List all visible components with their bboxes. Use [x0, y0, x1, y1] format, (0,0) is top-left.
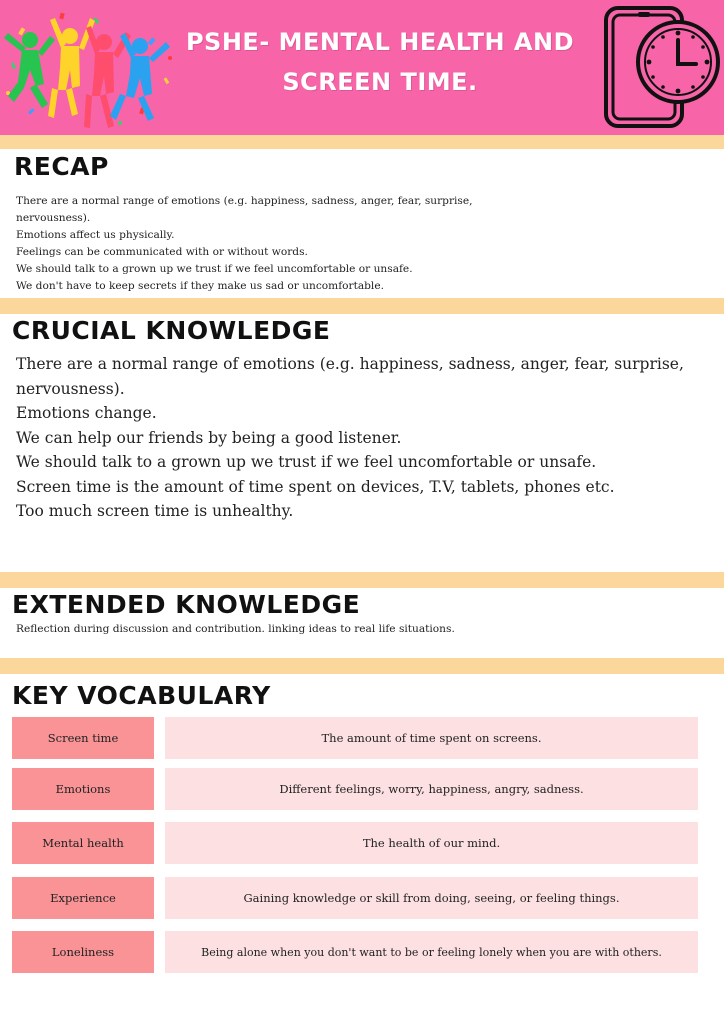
- vocab-row: [12, 822, 698, 864]
- recap-heading: RECAP: [14, 152, 109, 181]
- vocab-definition: The amount of time spent on screens.: [165, 717, 698, 759]
- divider-stripe: [0, 572, 724, 588]
- crucial-knowledge-text: [16, 352, 684, 524]
- vocab-definition: Gaining knowledge or skill from doing, seeing, or feeling things.: [165, 877, 698, 919]
- vocab-row: [12, 768, 698, 810]
- crucial-line: Screen time is the amount of time spent on devices, T.V, tablets, phones etc.: [16, 477, 615, 496]
- header-banner: [0, 0, 724, 135]
- vocab-term: Emotions: [12, 768, 154, 810]
- recap-line: We should talk to a grown up we trust if we feel uncomfortable or unsafe.: [16, 263, 413, 275]
- page-title-line-2: SCREEN TIME.: [282, 68, 478, 96]
- vocab-term: Experience: [12, 877, 154, 919]
- vocab-definition: The health of our mind.: [165, 822, 698, 864]
- jumping-people-illustration: [0, 8, 180, 135]
- recap-line: nervousness).: [16, 212, 91, 224]
- crucial-line: Too much screen time is unhealthy.: [16, 502, 294, 520]
- crucial-line: We should talk to a grown up we trust if we feel uncomfortable or unsafe.: [16, 453, 597, 471]
- page-title-line-1: PSHE- MENTAL HEALTH AND: [185, 28, 575, 56]
- vocab-row: [12, 877, 698, 919]
- recap-line: Emotions affect us physically.: [16, 229, 175, 241]
- extended-knowledge-text: Reflection during discussion and contribution. linking ideas to real life situations.: [16, 623, 455, 635]
- recap-line: Feelings can be communicated with or without words.: [16, 246, 308, 258]
- divider-stripe: [0, 658, 724, 674]
- divider-stripe: [0, 298, 724, 314]
- vocab-row: [12, 717, 698, 759]
- crucial-line: We can help our friends by being a good listener.: [16, 428, 402, 447]
- crucial-line: There are a normal range of emotions (e.g. happiness, sadness, anger, fear, surprise,: [16, 355, 684, 373]
- recap-text: [16, 193, 472, 295]
- recap-line: We don't have to keep secrets if they make us sad or uncomfortable.: [16, 280, 384, 292]
- vocab-term: Mental health: [12, 822, 154, 864]
- vocab-term: Loneliness: [12, 931, 154, 973]
- vocab-term: Screen time: [12, 717, 154, 759]
- crucial-line: Emotions change.: [16, 404, 157, 422]
- vocab-definition: Being alone when you don't want to be or feeling lonely when you are with others.: [165, 931, 698, 973]
- divider-stripe: [0, 135, 724, 149]
- phone-clock-icon: [600, 4, 724, 132]
- vocab-definition: Different feelings, worry, happiness, angry, sadness.: [165, 768, 698, 810]
- crucial-line: nervousness).: [16, 379, 125, 398]
- key-vocabulary-heading: KEY VOCABULARY: [12, 681, 271, 710]
- recap-line: There are a normal range of emotions (e.g. happiness, sadness, anger, fear, surprise,: [16, 195, 473, 207]
- crucial-knowledge-heading: CRUCIAL KNOWLEDGE: [12, 316, 331, 345]
- extended-knowledge-heading: EXTENDED KNOWLEDGE: [12, 590, 361, 619]
- page-title: [180, 22, 580, 102]
- vocab-row: [12, 931, 698, 973]
